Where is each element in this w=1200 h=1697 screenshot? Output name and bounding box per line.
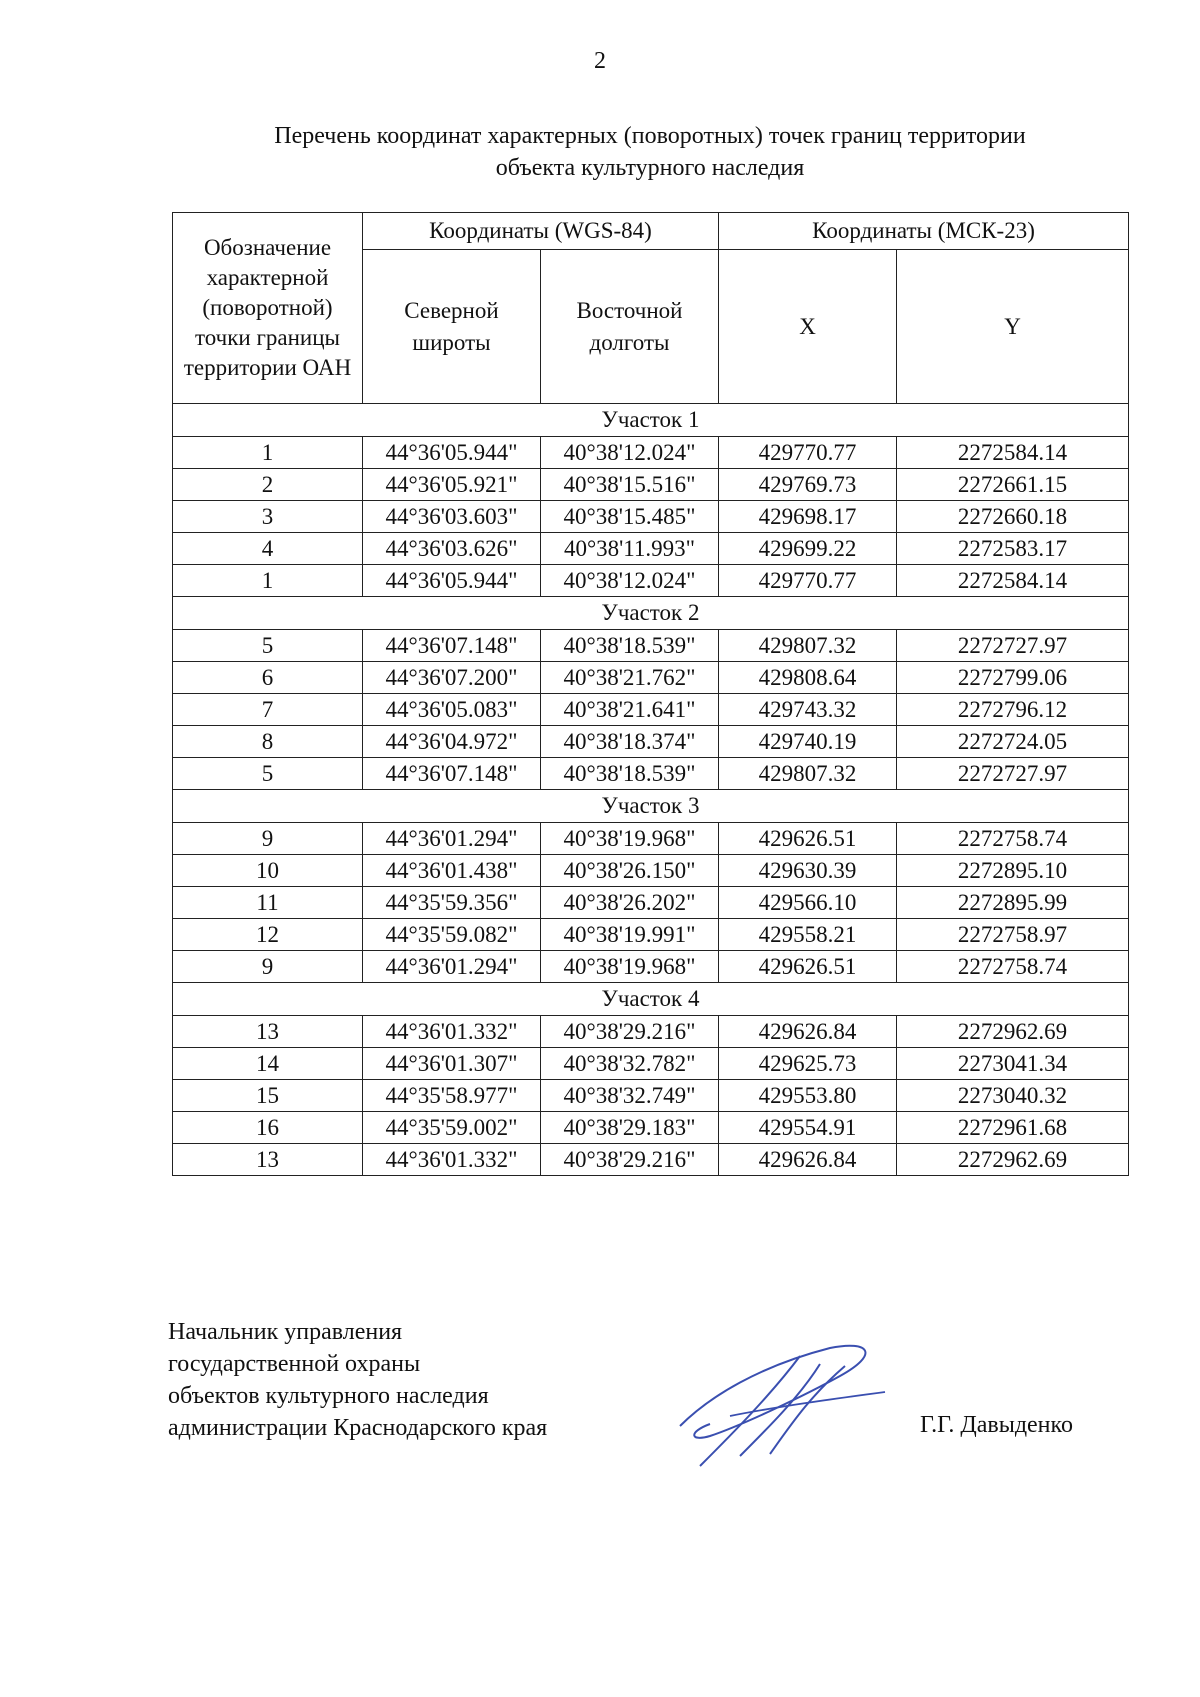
point-number-cell: 6 [173, 662, 363, 694]
longitude-cell: 40°38'19.968" [541, 951, 719, 983]
longitude-cell: 40°38'32.749" [541, 1080, 719, 1112]
y-coordinate-cell: 2272584.14 [897, 437, 1129, 469]
x-coordinate-cell: 429566.10 [719, 887, 897, 919]
x-coordinate-cell: 429626.84 [719, 1144, 897, 1176]
point-number-cell: 12 [173, 919, 363, 951]
longitude-cell: 40°38'15.516" [541, 469, 719, 501]
signer-name: Г.Г. Давыденко [920, 1412, 1073, 1438]
y-coordinate-cell: 2272727.97 [897, 758, 1129, 790]
longitude-cell: 40°38'12.024" [541, 565, 719, 597]
section-title: Участок 1 [173, 404, 1129, 437]
x-coordinate-cell: 429626.51 [719, 823, 897, 855]
table-row [173, 501, 1129, 533]
header-longitude: Восточной долготы [541, 250, 719, 404]
y-coordinate-cell: 2272961.68 [897, 1112, 1129, 1144]
table-row [173, 919, 1129, 951]
x-coordinate-cell: 429770.77 [719, 437, 897, 469]
section-title: Участок 2 [173, 597, 1129, 630]
longitude-cell: 40°38'21.641" [541, 694, 719, 726]
latitude-cell: 44°36'01.294" [363, 823, 541, 855]
latitude-cell: 44°36'01.332" [363, 1016, 541, 1048]
x-coordinate-cell: 429558.21 [719, 919, 897, 951]
coordinates-table [172, 212, 1129, 1176]
point-number-cell: 7 [173, 694, 363, 726]
x-coordinate-cell: 429554.91 [719, 1112, 897, 1144]
point-number-cell: 3 [173, 501, 363, 533]
y-coordinate-cell: 2272661.15 [897, 469, 1129, 501]
position-line-3: объектов культурного наследия [168, 1383, 489, 1409]
point-number-cell: 2 [173, 469, 363, 501]
latitude-cell: 44°35'59.356" [363, 887, 541, 919]
x-coordinate-cell: 429740.19 [719, 726, 897, 758]
point-number-cell: 4 [173, 533, 363, 565]
table-row [173, 630, 1129, 662]
y-coordinate-cell: 2272799.06 [897, 662, 1129, 694]
longitude-cell: 40°38'29.216" [541, 1144, 719, 1176]
y-coordinate-cell: 2272758.97 [897, 919, 1129, 951]
table-row [173, 662, 1129, 694]
section-row [173, 404, 1129, 437]
table-row [173, 694, 1129, 726]
table-row [173, 887, 1129, 919]
y-coordinate-cell: 2272727.97 [897, 630, 1129, 662]
y-coordinate-cell: 2272758.74 [897, 951, 1129, 983]
x-coordinate-cell: 429808.64 [719, 662, 897, 694]
handwritten-signature [670, 1336, 900, 1476]
x-coordinate-cell: 429553.80 [719, 1080, 897, 1112]
table-row [173, 565, 1129, 597]
longitude-cell: 40°38'19.991" [541, 919, 719, 951]
page-number: 2 [594, 48, 606, 74]
longitude-cell: 40°38'26.202" [541, 887, 719, 919]
x-coordinate-cell: 429807.32 [719, 758, 897, 790]
longitude-cell: 40°38'29.183" [541, 1112, 719, 1144]
point-number-cell: 13 [173, 1144, 363, 1176]
point-number-cell: 9 [173, 823, 363, 855]
section-row [173, 597, 1129, 630]
table-row [173, 533, 1129, 565]
position-line-2: государственной охраны [168, 1351, 421, 1377]
latitude-cell: 44°36'05.083" [363, 694, 541, 726]
latitude-cell: 44°36'05.921" [363, 469, 541, 501]
x-coordinate-cell: 429770.77 [719, 565, 897, 597]
y-coordinate-cell: 2272962.69 [897, 1016, 1129, 1048]
point-number-cell: 16 [173, 1112, 363, 1144]
point-number-cell: 11 [173, 887, 363, 919]
latitude-cell: 44°36'04.972" [363, 726, 541, 758]
x-coordinate-cell: 429769.73 [719, 469, 897, 501]
longitude-cell: 40°38'19.968" [541, 823, 719, 855]
x-coordinate-cell: 429625.73 [719, 1048, 897, 1080]
header-x: X [719, 250, 897, 404]
longitude-cell: 40°38'21.762" [541, 662, 719, 694]
y-coordinate-cell: 2272895.99 [897, 887, 1129, 919]
x-coordinate-cell: 429698.17 [719, 501, 897, 533]
title-line-2: объекта культурного наследия [495, 155, 805, 181]
point-number-cell: 1 [173, 437, 363, 469]
longitude-cell: 40°38'15.485" [541, 501, 719, 533]
header-latitude: Северной широты [363, 250, 541, 404]
point-number-cell: 13 [173, 1016, 363, 1048]
position-line-1: Начальник управления [168, 1319, 403, 1345]
longitude-cell: 40°38'18.539" [541, 758, 719, 790]
section-title: Участок 3 [173, 790, 1129, 823]
latitude-cell: 44°36'03.603" [363, 501, 541, 533]
table-row [173, 855, 1129, 887]
table-row [173, 469, 1129, 501]
latitude-cell: 44°36'05.944" [363, 565, 541, 597]
table-header [173, 213, 1129, 404]
table-row [173, 1016, 1129, 1048]
longitude-cell: 40°38'12.024" [541, 437, 719, 469]
table-row [173, 758, 1129, 790]
position-line-4: администрации Краснодарского края [168, 1415, 548, 1441]
point-number-cell: 10 [173, 855, 363, 887]
section-row [173, 983, 1129, 1016]
table-row [173, 1048, 1129, 1080]
latitude-cell: 44°36'07.200" [363, 662, 541, 694]
latitude-cell: 44°36'03.626" [363, 533, 541, 565]
table-row [173, 437, 1129, 469]
section-row [173, 790, 1129, 823]
y-coordinate-cell: 2272584.14 [897, 565, 1129, 597]
latitude-cell: 44°36'01.307" [363, 1048, 541, 1080]
latitude-cell: 44°36'01.294" [363, 951, 541, 983]
y-coordinate-cell: 2272962.69 [897, 1144, 1129, 1176]
latitude-cell: 44°36'07.148" [363, 630, 541, 662]
y-coordinate-cell: 2272758.74 [897, 823, 1129, 855]
y-coordinate-cell: 2273040.32 [897, 1080, 1129, 1112]
point-number-cell: 8 [173, 726, 363, 758]
latitude-cell: 44°35'59.002" [363, 1112, 541, 1144]
table-row [173, 726, 1129, 758]
x-coordinate-cell: 429626.84 [719, 1016, 897, 1048]
x-coordinate-cell: 429699.22 [719, 533, 897, 565]
longitude-cell: 40°38'26.150" [541, 855, 719, 887]
point-number-cell: 15 [173, 1080, 363, 1112]
y-coordinate-cell: 2273041.34 [897, 1048, 1129, 1080]
table-row [173, 951, 1129, 983]
x-coordinate-cell: 429807.32 [719, 630, 897, 662]
x-coordinate-cell: 429743.32 [719, 694, 897, 726]
latitude-cell: 44°36'07.148" [363, 758, 541, 790]
point-number-cell: 14 [173, 1048, 363, 1080]
y-coordinate-cell: 2272724.05 [897, 726, 1129, 758]
longitude-cell: 40°38'18.539" [541, 630, 719, 662]
latitude-cell: 44°35'59.082" [363, 919, 541, 951]
y-coordinate-cell: 2272895.10 [897, 855, 1129, 887]
longitude-cell: 40°38'18.374" [541, 726, 719, 758]
table-row [173, 1112, 1129, 1144]
point-number-cell: 1 [173, 565, 363, 597]
title-line-1: Перечень координат характерных (поворотных) точек границ территории [274, 123, 1026, 149]
section-title: Участок 4 [173, 983, 1129, 1016]
longitude-cell: 40°38'32.782" [541, 1048, 719, 1080]
signature-block [168, 1316, 668, 1444]
latitude-cell: 44°36'01.438" [363, 855, 541, 887]
y-coordinate-cell: 2272660.18 [897, 501, 1129, 533]
latitude-cell: 44°35'58.977" [363, 1080, 541, 1112]
table-row [173, 1080, 1129, 1112]
point-number-cell: 5 [173, 758, 363, 790]
longitude-cell: 40°38'29.216" [541, 1016, 719, 1048]
x-coordinate-cell: 429630.39 [719, 855, 897, 887]
point-number-cell: 9 [173, 951, 363, 983]
y-coordinate-cell: 2272583.17 [897, 533, 1129, 565]
header-point-designation: Обозначение характерной (поворотной) точки границы территории ОАН [173, 213, 363, 404]
point-number-cell: 5 [173, 630, 363, 662]
table-row [173, 1144, 1129, 1176]
header-y: Y [897, 250, 1129, 404]
table-body [173, 404, 1129, 1176]
table-row [173, 823, 1129, 855]
longitude-cell: 40°38'11.993" [541, 533, 719, 565]
latitude-cell: 44°36'01.332" [363, 1144, 541, 1176]
x-coordinate-cell: 429626.51 [719, 951, 897, 983]
document-title [170, 120, 1130, 184]
y-coordinate-cell: 2272796.12 [897, 694, 1129, 726]
header-wgs84-group: Координаты (WGS-84) [363, 213, 719, 250]
latitude-cell: 44°36'05.944" [363, 437, 541, 469]
header-msk23-group: Координаты (МСК-23) [719, 213, 1129, 250]
